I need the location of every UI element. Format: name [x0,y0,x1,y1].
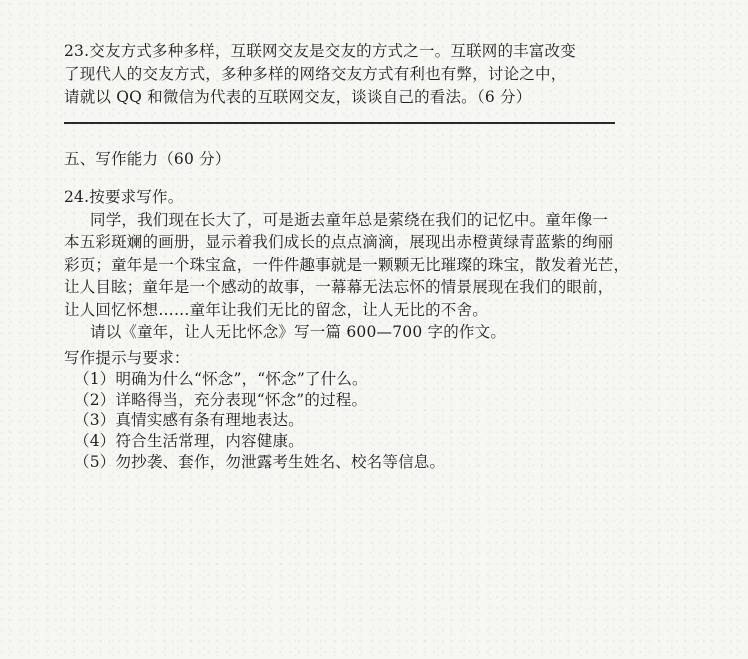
tips-item: （1）明确为什么“怀念”，“怀念”了什么。 [74,369,368,388]
tips-heading: 写作提示与要求： [64,349,190,367]
tips-item: （5）勿抄袭、套作，勿泄露考生姓名、校名等信息。 [74,452,446,471]
prompt-line: 让人目眩；童年是一个感动的故事，一幕幕无法忘怀的情景展现在我们的眼前， [64,278,614,296]
prompt-line: 彩页；童年是一个珠宝盒，一件件趣事就是一颗颗无比璀璨的珠宝，散发着光芒， [64,255,630,274]
question-23-line: 请就以 QQ 和微信为代表的互联网交友，谈谈自己的看法。（6 分） [64,88,532,106]
question-24-heading: 24.按要求写作。 [64,188,184,206]
prompt-line: 同学，我们现在长大了，可是逝去童年总是萦绕在我们的记忆中。童年像一 [90,210,609,229]
question-23-line: 23.交友方式多种多样，互联网交友是交友的方式之一。互联网的丰富改变 [64,42,576,60]
tips-item: （3）真情实感有条有理地表达。 [74,411,304,430]
question-24 [64,186,630,344]
tips-item: （4）符合生活常理，内容健康。 [74,432,304,451]
question-23 [64,40,624,109]
prompt-line: 让人回忆怀想……童年让我们无比的留念，让人无比的不舍。 [64,300,488,319]
writing-tips [64,348,624,473]
section-5-title-block [64,148,624,171]
section-5-title: 五、写作能力（60 分） [64,150,231,168]
question-23-line: 了现代人的交友方式，多种多样的网络交友方式有利也有弊，讨论之中， [64,65,567,83]
prompt-line: 本五彩斑斓的画册，显示着我们成长的点点滴滴，展现出赤橙黄绿青蓝紫的绚丽 [64,233,614,251]
tips-item: （2）详略得当，充分表现“怀念”的过程。 [74,390,368,409]
answer-divider-line [64,122,615,124]
writing-task: 请以《童年，让人无比怀念》写一篇 600—700 字的作文。 [90,323,507,341]
